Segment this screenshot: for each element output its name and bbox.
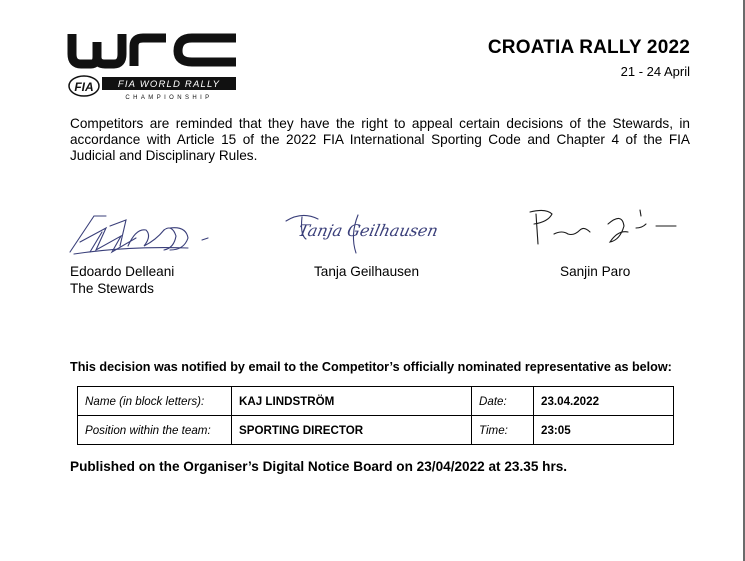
signature-geilhausen [284,205,454,255]
representative-table [77,386,674,445]
date-value: 23.04.2022 [534,387,674,416]
svg-text:FIA: FIA [74,80,94,94]
signature-paro [524,206,680,250]
date-label: Date: [472,387,534,416]
table-row [78,387,674,416]
position-value: SPORTING DIRECTOR [232,416,472,445]
published-statement: Published on the Organiser’s Digital Notice Board on 23/04/2022 at 23.35 hrs. [70,459,568,474]
time-label: Time: [472,416,534,445]
table-row [78,416,674,445]
appeal-notice: Competitors are reminded that they have the right to appeal certain decisions of the Stewards, in accordance with Article 15 of the 2022 FIA International Sporting Code and Chapter 4 of the FIA Judicial and Disciplinary Rules. [70,116,690,163]
svg-text:Tanja Geilhausen: Tanja Geilhausen [296,221,440,240]
fia-badge [69,76,99,96]
notification-statement: This decision was notified by email to the Competitor’s officially nominated representative as below: [70,360,672,374]
wrc-logo [66,30,238,102]
event-dates: 21 - 24 April [620,64,690,79]
event-title: CROATIA RALLY 2022 [487,37,690,58]
steward-name-geilhausen: Tanja Geilhausen [314,264,420,279]
position-label: Position within the team: [78,416,232,445]
time-value: 23:05 [534,416,674,445]
name-label: Name (in block letters): [78,387,232,416]
logo-tagline: FIA WORLD RALLY [117,79,221,90]
signature-delleani [66,206,211,262]
stewards-role: The Stewards [70,281,154,296]
name-value: KAJ LINDSTRÖM [232,387,472,416]
steward-name-delleani: Edoardo Delleani [70,264,175,279]
logo-subtitle: CHAMPIONSHIP [125,95,213,101]
steward-name-paro: Sanjin Paro [560,264,631,279]
